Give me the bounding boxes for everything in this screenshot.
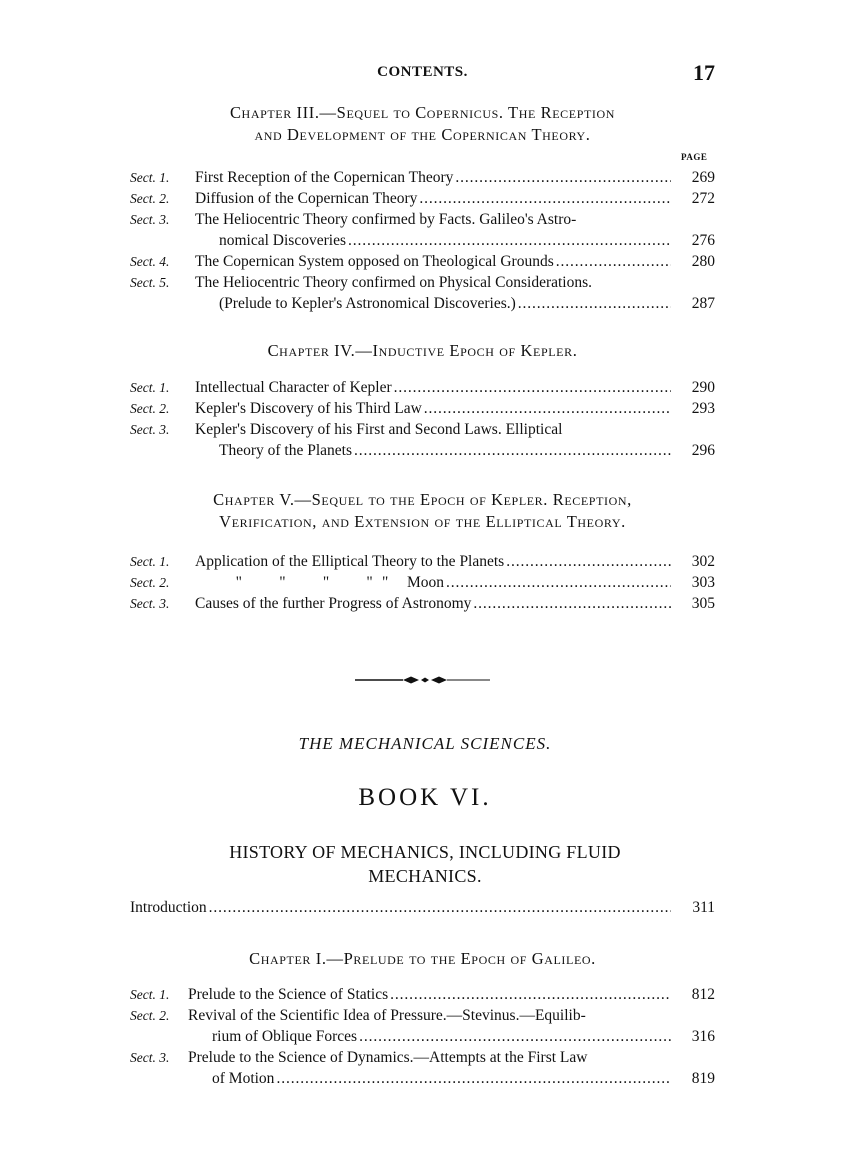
chapter-3-heading-line-2: and Development of the Copernican Theory. [254,125,591,144]
leader-dots [556,251,671,272]
entry-title: Kepler's Discovery of his First and Second Laws. Elliptical [195,421,563,438]
entry-page: 819 [691,1070,715,1087]
entry-title: The Copernican System opposed on Theological Grounds [195,253,554,270]
section-number: Sect. 2. [130,575,170,590]
section-number: Sect. 2. [130,1008,170,1023]
entry-page: 296 [691,442,715,459]
entry-page: 303 [691,574,715,591]
ditto-mark: " [382,574,389,591]
entry-page: 276 [691,232,715,249]
entry-title: The Heliocentric Theory confirmed by Facts. Galileo's Astro- [195,211,577,228]
entry-page: 302 [691,553,715,570]
leader-dots [348,230,671,251]
section-number: Sect. 1. [130,380,170,395]
entry-title-continued: rium of Oblique Forces [212,1028,358,1045]
chapter-1-heading [130,948,715,970]
entry-page: 311 [692,899,715,916]
chapter-5-heading-line-2: Verification, and Extension of the Elliptical Theory. [219,512,626,531]
section-number: Sect. 5. [130,275,170,290]
ditto-mark: " [322,574,330,591]
entry-title: Intellectual Character of Kepler [195,379,392,396]
entry-title: Kepler's Discovery of his Third Law [195,400,422,417]
entry-title-continued: nomical Discoveries [219,232,346,249]
entry-page: 287 [691,295,715,312]
leader-dots [473,593,671,614]
entry-title-continued: of Motion [212,1070,275,1087]
leader-dots [394,377,671,398]
leader-dots [354,440,671,461]
entry-title: Application of the Elliptical Theory to the Planets [195,553,505,570]
chapter-4-heading-line-1: Chapter IV.—Inductive Epoch of Kepler. [267,341,578,360]
running-head [130,62,715,86]
leader-dots [446,572,671,593]
entry-page: 812 [691,986,715,1003]
chapter-1-heading-line-1: Chapter I.—Prelude to the Epoch of Galileo. [249,949,596,968]
entry-page: 305 [691,595,715,612]
section-number: Sect. 2. [130,191,170,206]
entry-title-continued: (Prelude to Kepler's Astronomical Discoveries.) [219,295,516,312]
page-column-label: PAGE [681,152,708,162]
chapter-4-heading [130,340,715,362]
book-subtitle-line-2: MECHANICS. [368,866,482,886]
leader-dots [359,1026,671,1047]
entry-title: Prelude to the Science of Dynamics.—Attempts at the First Law [188,1049,588,1066]
entry-title-continued: Theory of the Planets [219,442,353,459]
ditto-mark: " [279,574,286,591]
entry-page: 316 [691,1028,715,1045]
entry-title: Diffusion of the Copernican Theory [195,190,418,207]
leader-dots [518,293,671,314]
book-title: BOOK VI. [358,784,492,811]
section-number: Sect. 3. [130,596,170,611]
entry-title: Introduction [130,899,207,916]
entry-page: 272 [691,190,715,207]
chapter-5-heading [130,489,715,533]
leader-dots [424,398,671,419]
section-number: Sect. 1. [130,554,170,569]
leader-dots [390,984,671,1005]
leader-dots [506,551,671,572]
entry-title: Moon [406,574,445,591]
chapter-5-heading-line-1: Chapter V.—Sequel to the Epoch of Kepler. Reception, [213,490,632,509]
ditto-mark: " [366,574,373,591]
leader-dots [276,1068,671,1089]
section-number: Sect. 1. [130,987,170,1002]
book-subtitle [150,840,700,888]
chapter-3-heading [130,102,715,146]
entry-title: Revival of the Scientific Idea of Pressure.—Stevinus.—Equilib- [188,1007,586,1024]
section-number: Sect. 1. [130,170,170,185]
running-title: CONTENTS. [377,64,468,80]
chapter-3-heading-line-1: Chapter III.—Sequel to Copernicus. The Reception [229,103,616,122]
leader-dots [209,897,671,918]
book-subtitle-line-1: HISTORY OF MECHANICS, INCLUDING FLUID [229,842,621,862]
section-number: Sect. 3. [130,212,170,227]
entry-page: 269 [691,169,715,186]
leader-dots [455,167,671,188]
entry-page: 290 [691,379,715,396]
entry-title: First Reception of the Copernican Theory [195,169,454,186]
section-number: Sect. 3. [130,422,170,437]
entry-page: 293 [691,400,715,417]
entry-title: Causes of the further Progress of Astronomy [195,595,472,612]
entry-title: The Heliocentric Theory confirmed on Physical Considerations. [195,274,593,291]
series-title: THE MECHANICAL SCIENCES. [298,734,552,753]
section-number: Sect. 3. [130,1050,170,1065]
section-divider-ornament [355,674,490,686]
ditto-mark: " [235,574,242,591]
section-number: Sect. 2. [130,401,170,416]
page-number: 17 [693,60,715,85]
leader-dots [419,188,671,209]
entry-page: 280 [691,253,715,270]
entry-title: Prelude to the Science of Statics [188,986,389,1003]
section-number: Sect. 4. [130,254,170,269]
